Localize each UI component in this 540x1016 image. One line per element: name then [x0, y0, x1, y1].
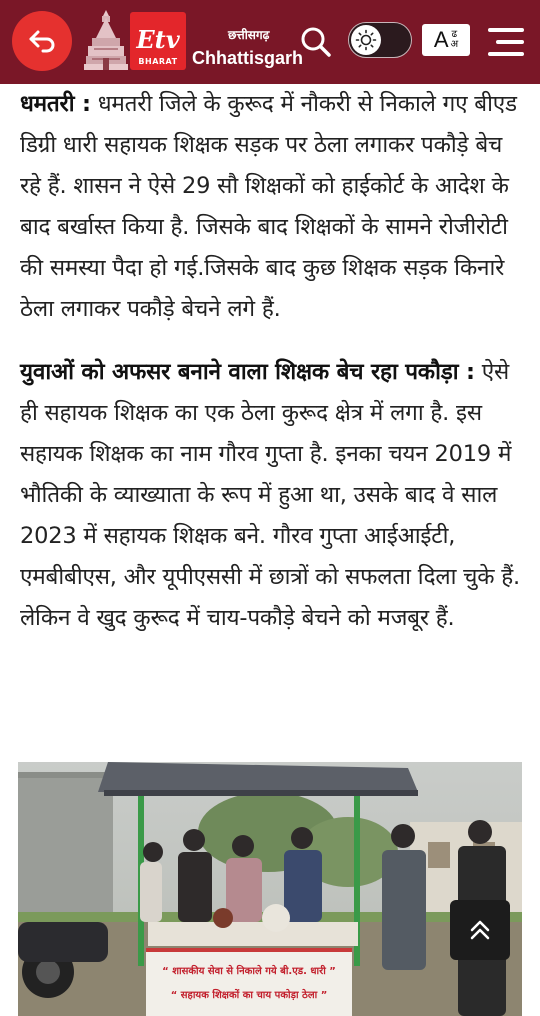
etv-bharat-logo[interactable] [130, 12, 186, 70]
paragraph-text: ऐसे ही सहायक शिक्षक का एक ठेला कुरूद क्षेत्र में लगा है. इस सहायक शिक्षक का नाम गौरव गुप्ता है. इनका चयन 2019 में भौतिकी के व्याख्याता के रूप में हुआ था, उसके बाद वे साल 2023 में सहायक शिक्षक बने. गौरव गुप्ता आईआईटी, एमबीबीएस, और यूपीएससी में छात्रों को सफलता दिला चुके हैं. लेकिन वे खुद कुरूद में चाय-पकौड़े बेचने को मजबूर हैं. [20, 359, 520, 631]
banner-line-2: “ सहायक शिक्षकों का चाय पकोड़ा ठेला ” [170, 990, 328, 1001]
menu-line [488, 28, 524, 32]
search-icon[interactable] [300, 26, 332, 58]
font-toggle-hindi [451, 30, 459, 50]
sun-icon [355, 29, 377, 51]
state-name-hindi[interactable]: छत्तीसगढ़ [228, 28, 270, 42]
article-paragraph [20, 84, 526, 330]
menu-line [488, 52, 524, 56]
etv-logo-subtitle: BHARAT [138, 57, 178, 66]
etv-logo-mark: Etv [136, 25, 180, 54]
chevron-up-icon [467, 917, 493, 943]
article-photo[interactable] [18, 762, 522, 1016]
article-photo-illustration [18, 762, 522, 1016]
theme-toggle-knob [351, 25, 381, 55]
menu-icon[interactable] [488, 26, 524, 58]
paragraph-lead: धमतरी : [20, 91, 91, 117]
language-font-button[interactable] [422, 24, 470, 56]
back-button[interactable] [12, 11, 72, 71]
back-arrow-icon [25, 24, 59, 58]
menu-line [496, 40, 524, 44]
font-toggle-hindi-bottom: अ [450, 39, 459, 50]
scroll-to-top-button[interactable] [450, 900, 510, 960]
theme-toggle[interactable] [348, 22, 412, 58]
paragraph-text: धमतरी जिले के कुरूद में नौकरी से निकाले गए बीएड डिग्री धारी सहायक शिक्षक सड़क पर ठेला लगाकर पकौड़े बेच रहे हैं. शासन ने ऐसे 29 सौ शिक्षकों को हाईकोर्ट के आदेश के बाद बर्खास्त किया है. जिसके बाद शिक्षकों के सामने रोजीरोटी की समस्या पैदा हो गई.जिसके बाद कुछ शिक्षक सड़क किनारे ठेला लगाकर पकौड़े बेचने लगे हैं. [20, 91, 517, 322]
banner-line-1: “ शासकीय सेवा से निकाले गये बी.एड. धारी ” [162, 966, 336, 977]
font-toggle-latin: A [433, 27, 449, 52]
article-paragraph [20, 352, 526, 639]
article-body [20, 84, 526, 639]
state-name-english[interactable]: Chhattisgarh [192, 48, 304, 68]
temple-logo-icon [82, 8, 130, 72]
paragraph-lead: युवाओं को अफसर बनाने वाला शिक्षक बेच रहा पकौड़ा : [20, 359, 475, 385]
font-toggle-hindi-top: ढ [451, 29, 458, 40]
top-navigation-bar [0, 0, 540, 84]
